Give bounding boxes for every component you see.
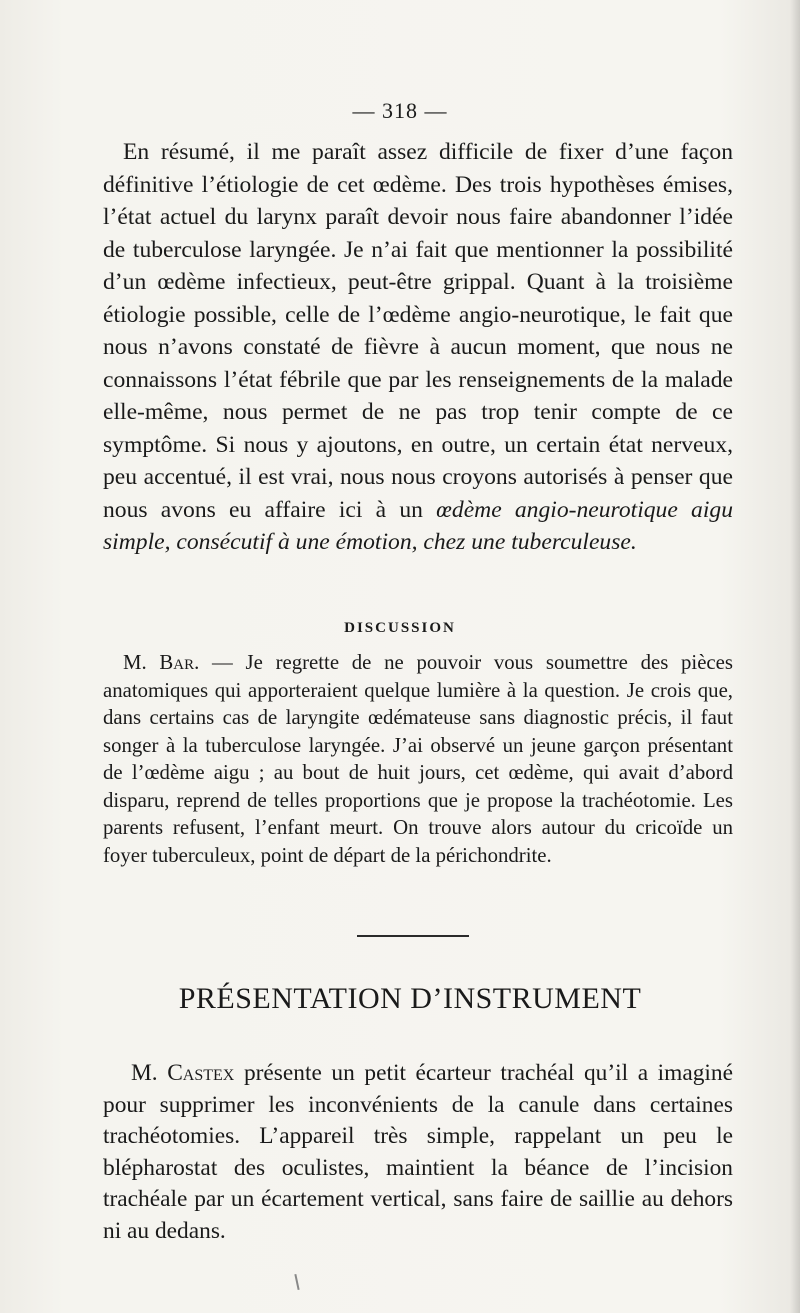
print-mark <box>294 1274 299 1290</box>
page-number: — 318 — <box>352 98 448 123</box>
paragraph-resume-italic: œdème angio-neurotique aigu simple, consécutif à une émotion, chez une tuberculeuse. <box>103 496 733 555</box>
paragraph-instrument <box>103 1058 733 1247</box>
paragraph-discussion <box>103 649 733 869</box>
page-edge-shadow <box>790 0 800 1313</box>
section-divider <box>357 935 469 937</box>
discussion-heading: DISCUSSION <box>344 620 456 636</box>
paragraph-resume <box>103 136 733 559</box>
paragraph-resume-text: En résumé, il me paraît assez difficile de fixer d’une façon définitive l’étiologie de cet œdème. Des trois hypothèses émises, l’état actuel du larynx paraît devoir nous faire abandonner l’idée de tuberculose laryngée. Je n’ai fait que mentionner la possibilité d’un œdème infectieux, peut-être grippal. Quant à la troisième étiologie possible, celle de l’œdème angio-neurotique, le fait que nous n’avons constaté de fièvre à aucun moment, que nous ne connaissons l’état fébrile que par les renseignements de la malade elle-même, nous permet de ne pas trop tenir compte de ce symptôme. Si nous y ajoutons, en outre, un certain état nerveux, peu accentué, il est vrai, nous nous croyons autorisés à penser que nous avons eu affaire ici à un <box>103 139 733 523</box>
paragraph-discussion-text: — Je regrette de ne pouvoir vous soumettre des pièces anatomiques qui apporteraient quelque lumière à la question. Je crois que, dans certains cas de laryngite œdémateuse sans diagnostic précis, il faut songer à la tuberculose laryngée. J’ai observé un jeune garçon présentant de l’œdème aigu ; au bout de huit jours, cet œdème, qui avait d’abord disparu, reprend de telles proportions que je propose la trachéotomie. Les parents refusent, l’enfant meurt. On trouve alors autour du cricoïde un foyer tuberculeux, point de départ de la périchondrite. <box>103 651 733 867</box>
speaker-bar: M. Bar. <box>123 651 200 674</box>
section-heading: PRÉSENTATION D’INSTRUMENT <box>178 982 642 1015</box>
speaker-castex: M. Castex <box>131 1060 235 1086</box>
paragraph-instrument-text: présente un petit écarteur trachéal qu’il a imaginé pour supprimer les inconvénients de la canule dans certaines trachéotomies. L’appareil très simple, rappelant un peu le blépharostat des oculistes, maintient la béance de l’incision trachéale par un écartement vertical, sans faire de saillie au dehors ni au dedans. <box>103 1060 733 1244</box>
